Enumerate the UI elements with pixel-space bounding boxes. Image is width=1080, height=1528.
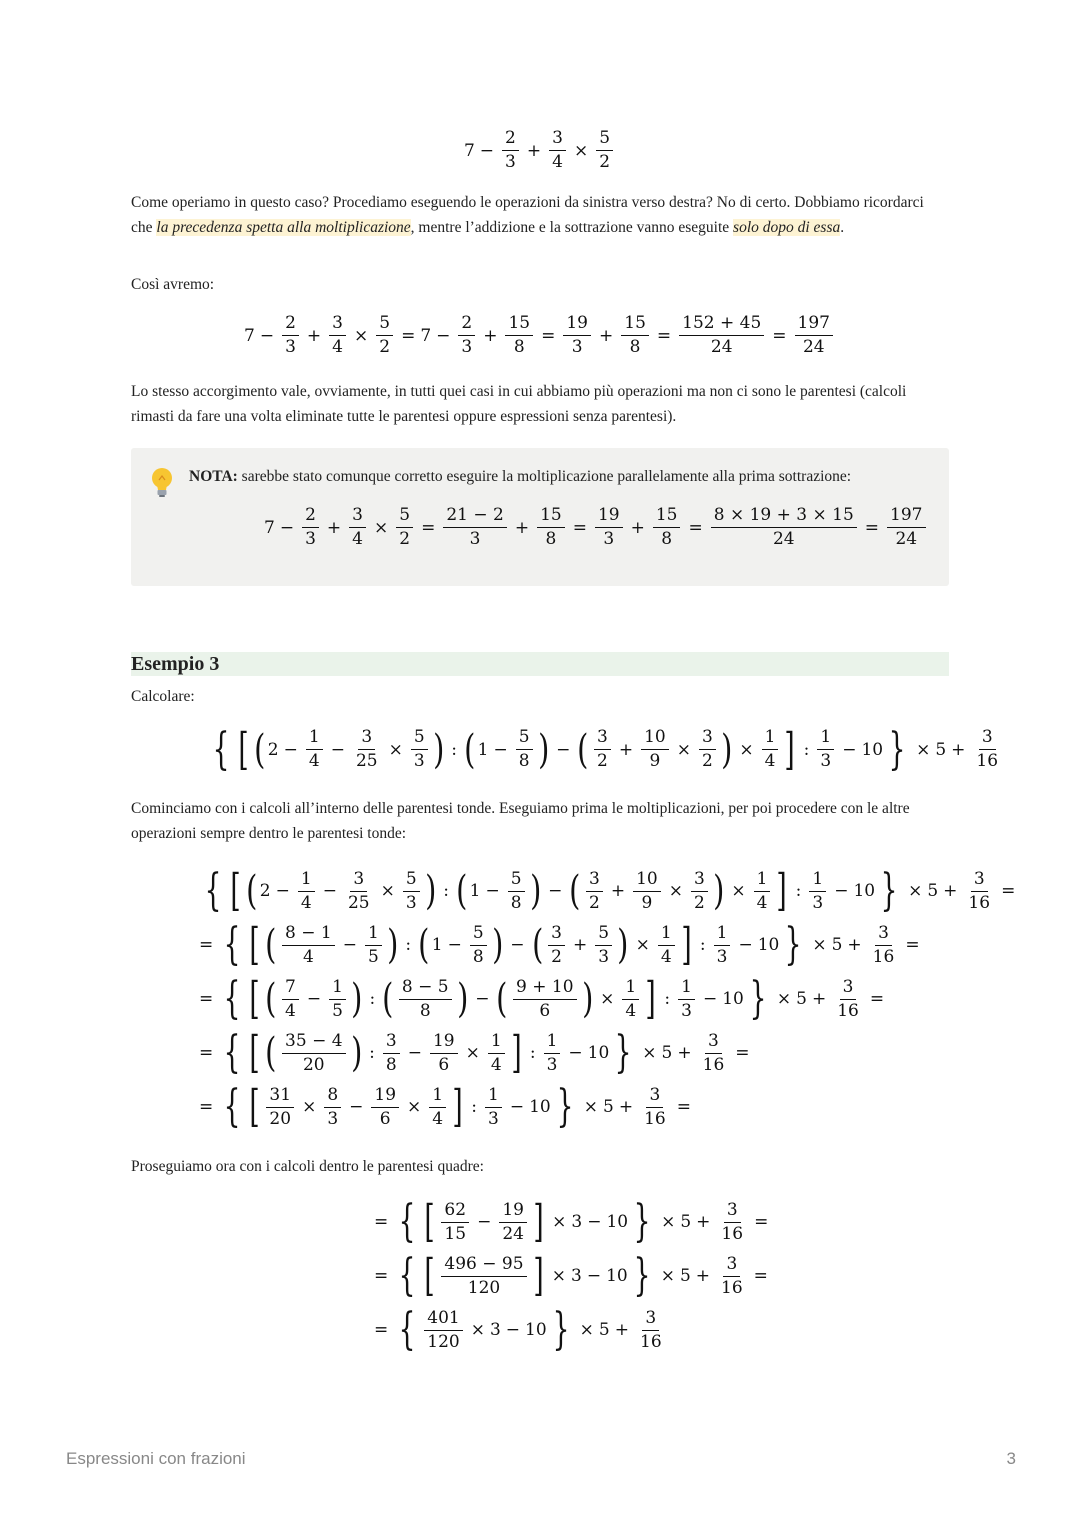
- cosi-avremo-text: Così avremo:: [131, 276, 215, 293]
- intro-expression: 7 − $\frac{2}{3}$ + $\frac{3}{4}$ × $\frac{5}{2}$: [131, 128, 949, 173]
- step-line: = { [ $\frac{496 - 95}{120}$ ] × 3 − 10 } × 5 + $\frac{3}{16}$ =: [374, 1250, 768, 1301]
- calcolare-label: Calcolare:: [131, 688, 195, 705]
- note-expression: 7 − $\frac{2}{3}$ + $\frac{3}{4}$ × $\frac{5}{2}$ = $\frac{21 - 2}{3}$ + $\frac{15}{8}$ = $\frac{19}{3}$ + $\frac{15}{8}$ = $\frac{8 \times 19 + 3 \times 15}{24}$ = $\frac{197}{24}$: [264, 505, 929, 550]
- step-line: { [ ( 2 − $\frac{1}{4}$ − $\frac{3}{25}$ × $\frac{5}{3}$ ) : ( 1 − $\frac{5}{8}$ ) − ( $\frac{3}{2}$ + $\frac{10}{9}$ × $\frac{3}{2}$ ) × $\frac{1}{4}$ ] : $\frac{1}{3}$ − 10 } × 5 + $\frac{3}{16}$ =: [204, 865, 1016, 916]
- step-line: = { [ $\frac{62}{15}$ − $\frac{19}{24}$ ] × 3 − 10 } × 5 + $\frac{3}{16}$ =: [374, 1196, 769, 1247]
- footer-title: Espressioni con frazioni: [66, 1449, 246, 1468]
- lightbulb-icon: [149, 466, 175, 503]
- step-line: = { $\frac{401}{120}$ × 3 − 10 } × 5 + $\frac{3}{16}$: [374, 1304, 662, 1355]
- main-expression: { [ ( 2 − $\frac{1}{4}$ − $\frac{3}{25}$ × $\frac{5}{3}$ ) : ( 1 − $\frac{5}{8}$ ) − ( $\frac{3}{2}$ + $\frac{10}{9}$ × $\frac{3}{2}$ ) × $\frac{1}{4}$ ] : $\frac{1}{3}$ − 10 } × 5 + $\frac{3}{16}$: [212, 723, 999, 775]
- result-expression-1: 7 − $\frac{2}{3}$ + $\frac{3}{4}$ × $\frac{5}{2}$ = 7 − $\frac{2}{3}$ + $\frac{15}{8}$ = $\frac{19}{3}$ + $\frac{15}{8}$ = $\frac{152 + 45}{24}$ = $\frac{197}{24}$: [131, 313, 949, 358]
- step-line: = { [ ( $\frac{7}{4}$ − $\frac{1}{5}$ ) : ( $\frac{8 - 5}{8}$ ) − ( $\frac{9 + 10}{6}$ ) × $\frac{1}{4}$ ] : $\frac{1}{3}$ − 10 } × 5 + $\frac{3}{16}$ =: [199, 973, 885, 1024]
- note-text: NOTA: sarebbe stato comunque corretto eseguire la moltiplicazione parallelamente alla prima sottrazione:: [189, 468, 852, 485]
- page-number: 3: [1006, 1449, 1016, 1468]
- highlight-precedence: la precedenza spetta alla moltiplicazione: [156, 218, 411, 236]
- parentesi-quadre-paragraph: Proseguiamo ora con i calcoli dentro le parentesi quadre:: [131, 1158, 484, 1175]
- step-line: = { [ $\frac{31}{20}$ × $\frac{8}{3}$ − $\frac{19}{6}$ × $\frac{1}{4}$ ] : $\frac{1}{3}$ − 10 } × 5 + $\frac{3}{16}$ =: [199, 1081, 691, 1132]
- example-heading: Esempio 3: [131, 652, 949, 676]
- explanation-paragraph: Come operiamo in questo caso? Procediamo eseguendo le operazioni da sinistra verso destra? No di certo. Dobbiamo ricordarci che la precedenza spetta alla moltiplicazione, mentre l’addizione e la sottrazione vanno eseguite solo dopo di essa.: [131, 194, 924, 236]
- steps-tonde: [199, 864, 1020, 1134]
- note-box: [131, 448, 949, 586]
- step-line: = { [ ( $\frac{35 - 4}{20}$ ) : $\frac{3}{8}$ − $\frac{19}{6}$ × $\frac{1}{4}$ ] : $\frac{1}{3}$ − 10 } × 5 + $\frac{3}{16}$ =: [199, 1027, 750, 1078]
- highlight-after: solo dopo di essa: [733, 218, 841, 236]
- steps-quadre: [374, 1195, 773, 1357]
- step-line: = { [ ( $\frac{8 - 1}{4}$ − $\frac{1}{5}$ ) : ( 1 − $\frac{5}{8}$ ) − ( $\frac{3}{2}$ + $\frac{5}{3}$ ) × $\frac{1}{4}$ ] : $\frac{1}{3}$ − 10 } × 5 + $\frac{3}{16}$ =: [199, 919, 920, 970]
- accorgimento-paragraph: Lo stesso accorgimento vale, ovviamente, in tutti quei casi in cui abbiamo più operazioni ma non ci sono le parentesi (calcoli rimasti da fare una volta eliminate tutte le parentesi oppure espressioni senza parentesi).: [131, 383, 907, 425]
- parentesi-tonde-paragraph: Cominciamo con i calcoli all’interno delle parentesi tonde. Eseguiamo prima le moltiplicazioni, per poi procedere con le altre operazioni sempre dentro le parentesi tonde:: [131, 800, 910, 842]
